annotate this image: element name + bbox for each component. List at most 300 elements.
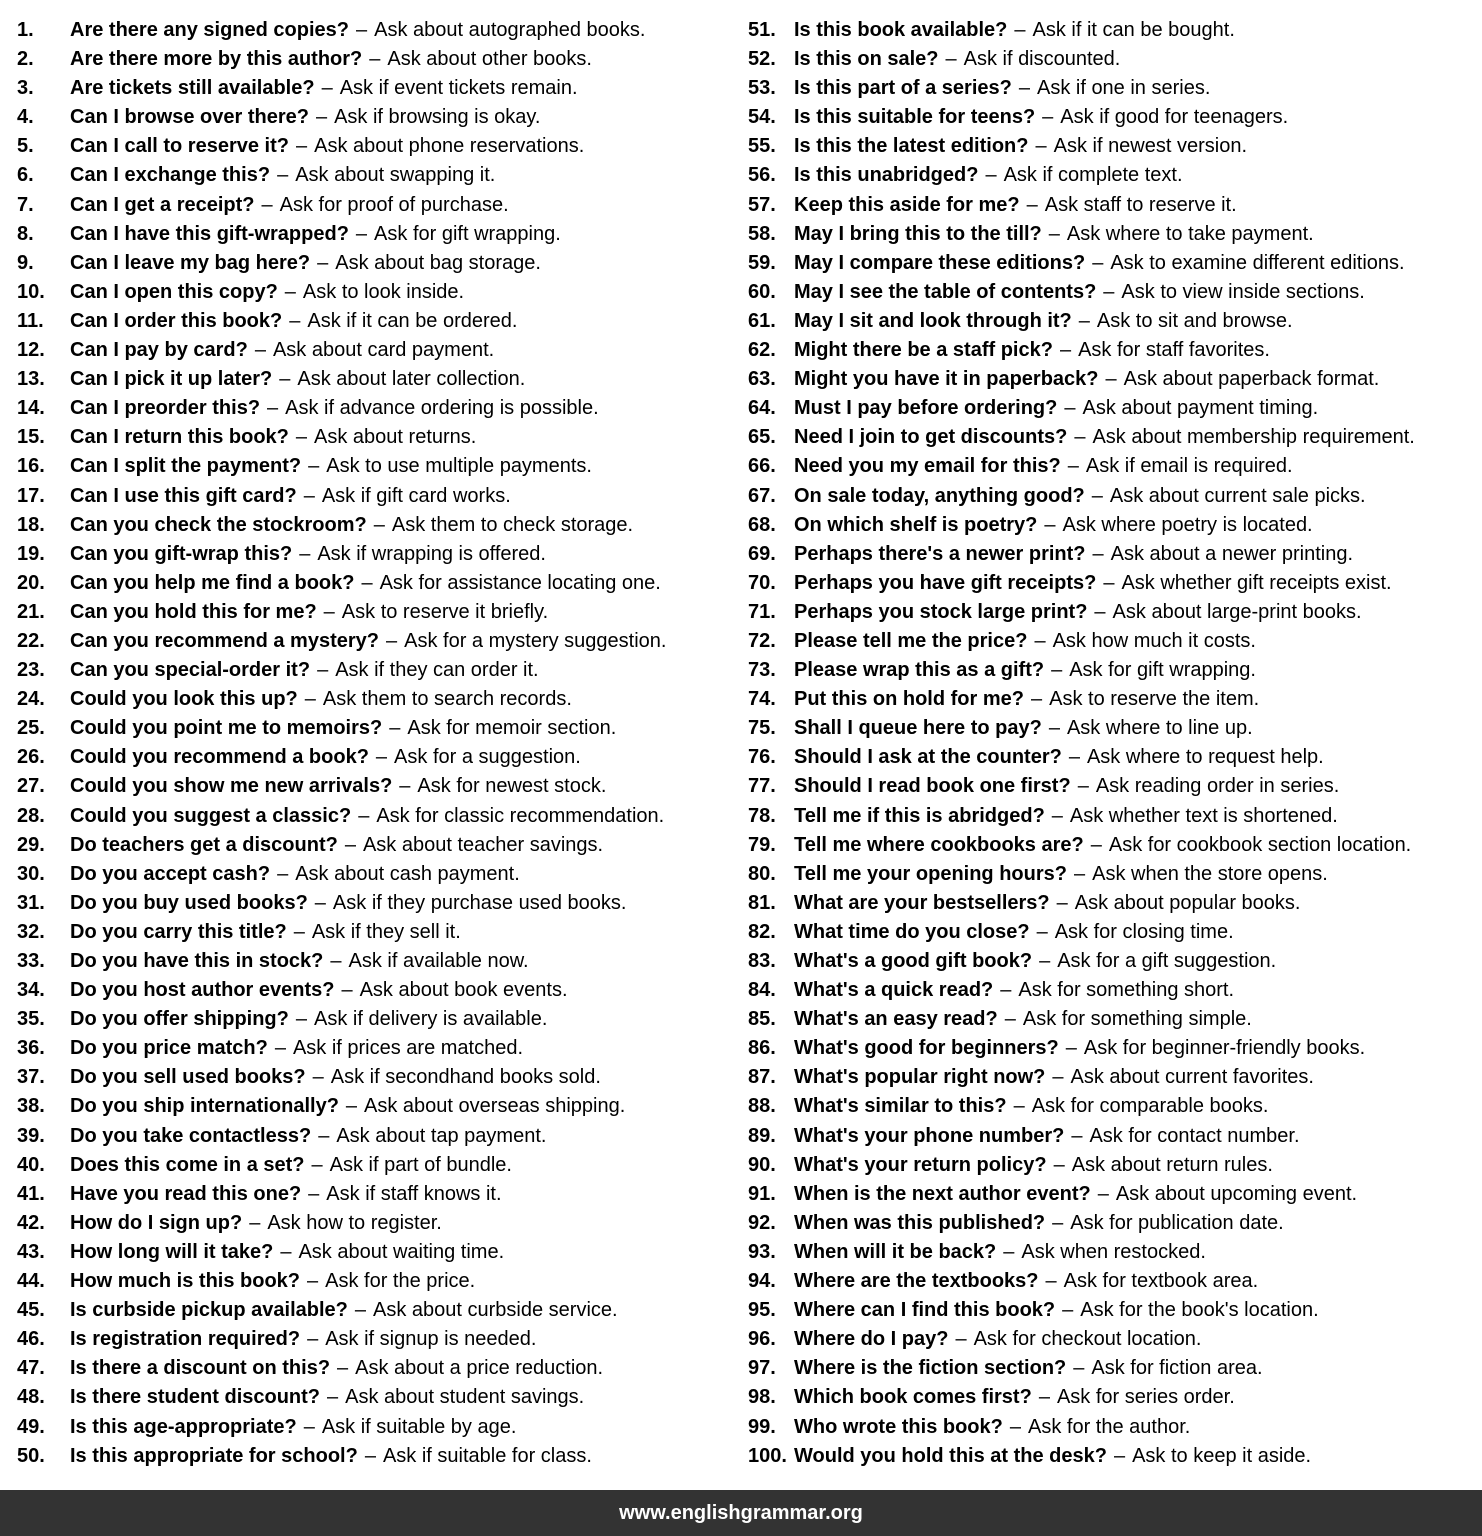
- item-number: 11.: [17, 309, 44, 332]
- dash-separator: –: [1042, 106, 1054, 129]
- question-text: Keep this aside for me?: [794, 193, 1020, 216]
- list-item: [17, 889, 745, 918]
- item-description: Ask about payment timing.: [1082, 397, 1319, 420]
- dash-separator: –: [1039, 950, 1051, 972]
- dash-separator: –: [1052, 1066, 1064, 1089]
- dash-separator: –: [1044, 513, 1056, 536]
- item-description: Ask for closing time.: [1054, 920, 1234, 943]
- question-text: Are there any signed copies?: [70, 19, 349, 41]
- dash-separator: –: [1048, 222, 1060, 245]
- question-text: Could you recommend a book?: [70, 746, 369, 769]
- question-text: Do you accept cash?: [70, 862, 271, 885]
- item-description: Ask for series order.: [1056, 1386, 1235, 1409]
- item-description: Ask them to check storage.: [391, 513, 634, 536]
- list-item: [748, 1267, 1482, 1296]
- dash-separator: –: [1078, 309, 1090, 332]
- list-item: [748, 1238, 1482, 1267]
- item-number: 81.: [748, 891, 776, 914]
- question-text: Does this come in a set?: [70, 1153, 305, 1176]
- question-text: Can you hold this for me?: [70, 600, 317, 623]
- dash-separator: –: [312, 1066, 324, 1089]
- dash-separator: –: [1036, 920, 1048, 943]
- list-item: [748, 1122, 1482, 1151]
- item-number: 94.: [748, 1270, 776, 1293]
- question-text: Need I join to get discounts?: [794, 426, 1068, 449]
- item-description: Ask for textbook area.: [1063, 1270, 1259, 1293]
- dash-separator: –: [1090, 833, 1102, 856]
- question-text: Tell me if this is abridged?: [794, 804, 1045, 827]
- dash-separator: –: [299, 542, 311, 565]
- item-number: 90.: [748, 1153, 776, 1176]
- item-number: 8.: [17, 222, 34, 245]
- dash-separator: –: [1105, 368, 1117, 391]
- question-text: Put this on hold for me?: [794, 688, 1024, 711]
- item-number: 19.: [17, 542, 45, 565]
- question-text: Is there a discount on this?: [70, 1357, 331, 1380]
- item-number: 50.: [17, 1444, 45, 1467]
- question-text: Can I call to reserve it?: [70, 135, 289, 158]
- list-item: [748, 103, 1482, 132]
- dash-separator: –: [386, 629, 398, 652]
- item-number: 54.: [748, 106, 776, 129]
- item-description: Ask to reserve it briefly.: [341, 600, 549, 623]
- item-number: 26.: [17, 746, 45, 769]
- dash-separator: –: [344, 833, 356, 856]
- question-text: What's similar to this?: [794, 1095, 1007, 1118]
- item-number: 45.: [17, 1299, 45, 1322]
- list-item: [17, 598, 745, 627]
- question-text: Which book comes first?: [794, 1386, 1032, 1409]
- question-text: How do I sign up?: [70, 1211, 243, 1234]
- item-description: Ask for staff favorites.: [1078, 339, 1270, 362]
- item-number: 83.: [748, 950, 776, 972]
- question-text: What's an easy read?: [794, 1008, 998, 1031]
- dash-separator: –: [1097, 1182, 1109, 1205]
- list-item: [17, 394, 745, 423]
- item-number: 38.: [17, 1095, 45, 1118]
- dash-separator: –: [1056, 891, 1068, 914]
- item-number: 5.: [17, 135, 34, 158]
- item-description: Ask if newest version.: [1053, 135, 1248, 158]
- item-description: Ask for newest stock.: [417, 775, 607, 798]
- dash-separator: –: [1045, 1270, 1057, 1293]
- item-description: Ask about waiting time.: [298, 1240, 505, 1263]
- question-text: Can I get a receipt?: [70, 193, 255, 216]
- item-number: 7.: [17, 193, 34, 216]
- dash-separator: –: [1004, 1008, 1016, 1031]
- item-description: Ask if they purchase used books.: [332, 891, 627, 914]
- question-text: What's a good gift book?: [794, 950, 1033, 972]
- question-text: Can you special-order it?: [70, 659, 311, 682]
- dash-separator: –: [317, 659, 329, 682]
- dash-separator: –: [1051, 804, 1063, 827]
- item-number: 72.: [748, 629, 776, 652]
- dash-separator: –: [945, 48, 957, 71]
- dash-separator: –: [303, 484, 315, 507]
- question-text: Would you hold this at the desk?: [794, 1444, 1107, 1467]
- item-number: 34.: [17, 979, 45, 1002]
- list-item: [748, 191, 1482, 220]
- dash-separator: –: [1094, 600, 1106, 623]
- item-number: 92.: [748, 1211, 776, 1234]
- question-text: May I see the table of contents?: [794, 280, 1097, 303]
- item-description: Ask to examine different editions.: [1110, 251, 1405, 274]
- dash-separator: –: [1073, 862, 1086, 885]
- question-text: Can I have this gift-wrapped?: [70, 222, 349, 245]
- item-description: Ask for a mystery suggestion.: [404, 629, 667, 652]
- list-item: [17, 1267, 745, 1296]
- question-text: Where can I find this book?: [794, 1299, 1056, 1322]
- dash-separator: –: [303, 1415, 315, 1438]
- list-item: [17, 656, 745, 685]
- item-number: 67.: [748, 484, 776, 507]
- item-description: Ask if email is required.: [1085, 455, 1293, 478]
- item-description: Ask if staff knows it.: [326, 1182, 502, 1205]
- dash-separator: –: [373, 513, 385, 536]
- dash-separator: –: [1018, 77, 1030, 100]
- question-text: Is this appropriate for school?: [70, 1444, 358, 1467]
- item-description: Ask for gift wrapping.: [1069, 659, 1256, 682]
- item-description: Ask for comparable books.: [1031, 1095, 1269, 1118]
- question-text: Can I preorder this?: [70, 397, 261, 420]
- dash-separator: –: [1071, 1124, 1083, 1147]
- item-number: 42.: [17, 1211, 45, 1234]
- item-description: Ask about current favorites.: [1070, 1066, 1314, 1089]
- item-number: 87.: [748, 1066, 776, 1089]
- question-text: Are tickets still available?: [70, 77, 315, 100]
- list-item: [748, 627, 1482, 656]
- question-text: Do you take contactless?: [70, 1124, 312, 1147]
- list-item: [17, 423, 745, 452]
- question-text: Do teachers get a discount?: [70, 833, 338, 856]
- question-text: Have you read this one?: [70, 1182, 302, 1205]
- list-item: [17, 74, 745, 103]
- list-item: [748, 1442, 1482, 1471]
- dash-separator: –: [284, 280, 296, 303]
- item-description: Ask for memoir section.: [407, 717, 617, 740]
- item-number: 6.: [17, 164, 34, 187]
- dash-separator: –: [1113, 1444, 1126, 1467]
- question-text: Could you show me new arrivals?: [70, 775, 393, 798]
- question-text: Can I use this gift card?: [70, 484, 297, 507]
- item-description: Ask for the book's location.: [1080, 1299, 1319, 1322]
- list-item: [17, 802, 745, 831]
- list-item: [748, 452, 1482, 481]
- list-item: [17, 365, 745, 394]
- list-item: [17, 1092, 745, 1121]
- dash-separator: –: [1068, 746, 1080, 769]
- list-item: [748, 1383, 1482, 1412]
- item-number: 52.: [748, 48, 776, 71]
- list-item: [748, 511, 1482, 540]
- item-description: Ask about membership requirement.: [1092, 426, 1415, 449]
- question-text: Might you have it in paperback?: [794, 368, 1099, 391]
- item-description: Ask about tap payment.: [336, 1124, 547, 1147]
- item-number: 86.: [748, 1037, 776, 1060]
- dash-separator: –: [1052, 1211, 1064, 1234]
- dash-separator: –: [341, 979, 353, 1002]
- item-description: Ask about card payment.: [272, 339, 495, 362]
- item-number: 78.: [748, 804, 776, 827]
- item-description: Ask whether gift receipts exist.: [1121, 571, 1392, 594]
- question-text: Please tell me the price?: [794, 629, 1028, 652]
- item-description: Ask about later collection.: [297, 368, 526, 391]
- list-item: [748, 74, 1482, 103]
- dash-separator: –: [1065, 1037, 1077, 1060]
- list-item: [17, 1122, 745, 1151]
- question-text: Can I return this book?: [70, 426, 289, 449]
- list-item: [17, 45, 745, 74]
- item-number: 1.: [17, 19, 34, 41]
- question-text: Is registration required?: [70, 1328, 301, 1351]
- item-description: Ask for a suggestion.: [394, 746, 581, 769]
- footer-bar: [0, 1490, 1482, 1536]
- question-text: Perhaps you have gift receipts?: [794, 571, 1097, 594]
- question-text: Can I split the payment?: [70, 455, 302, 478]
- item-number: 76.: [748, 746, 776, 769]
- item-description: Ask if delivery is available.: [314, 1008, 548, 1031]
- dash-separator: –: [323, 600, 335, 623]
- item-description: Ask about teacher savings.: [362, 833, 604, 856]
- list-item: [17, 278, 745, 307]
- question-text: When is the next author event?: [794, 1182, 1091, 1205]
- dash-separator: –: [1059, 339, 1072, 362]
- item-number: 30.: [17, 862, 45, 885]
- item-description: Ask about return rules.: [1071, 1153, 1273, 1176]
- item-description: Ask if discounted.: [963, 48, 1121, 71]
- item-number: 18.: [17, 513, 45, 536]
- item-number: 16.: [17, 455, 45, 478]
- list-item: [748, 132, 1482, 161]
- item-description: Ask for the price.: [325, 1270, 476, 1293]
- questions-column-left: [0, 16, 745, 1471]
- item-number: 93.: [748, 1240, 776, 1263]
- dash-separator: –: [345, 1095, 358, 1118]
- item-description: Ask about autographed books.: [374, 19, 646, 41]
- dash-separator: –: [289, 309, 301, 332]
- item-description: Ask where poetry is located.: [1062, 513, 1313, 536]
- dash-separator: –: [355, 19, 368, 41]
- question-text: Could you point me to memoirs?: [70, 717, 383, 740]
- item-number: 79.: [748, 833, 776, 856]
- item-number: 74.: [748, 688, 776, 711]
- item-number: 62.: [748, 339, 776, 362]
- item-number: 33.: [17, 950, 45, 972]
- item-number: 31.: [17, 891, 45, 914]
- question-text: Is this suitable for teens?: [794, 106, 1036, 129]
- item-number: 75.: [748, 717, 776, 740]
- question-text: Might there be a staff pick?: [794, 339, 1053, 362]
- question-text: How long will it take?: [70, 1240, 274, 1263]
- item-description: Ask about a price reduction.: [355, 1357, 604, 1380]
- list-item: [17, 976, 745, 1005]
- question-text: Are there more by this author?: [70, 48, 363, 71]
- list-item: [748, 365, 1482, 394]
- dash-separator: –: [267, 397, 279, 420]
- item-number: 70.: [748, 571, 776, 594]
- item-number: 49.: [17, 1415, 45, 1438]
- question-text: Is this part of a series?: [794, 77, 1012, 100]
- item-number: 95.: [748, 1299, 776, 1322]
- item-description: Ask about student savings.: [345, 1386, 585, 1409]
- list-item: [17, 714, 745, 743]
- question-text: Can I open this copy?: [70, 280, 278, 303]
- list-item: [748, 249, 1482, 278]
- item-description: Ask about large-print books.: [1112, 600, 1362, 623]
- item-description: Ask reading order in series.: [1095, 775, 1340, 798]
- dash-separator: –: [293, 920, 305, 943]
- dash-separator: –: [315, 106, 328, 129]
- list-item: [748, 1151, 1482, 1180]
- list-item: [748, 685, 1482, 714]
- item-description: Ask for something short.: [1018, 979, 1235, 1002]
- dash-separator: –: [389, 717, 401, 740]
- item-description: Ask if good for teenagers.: [1060, 106, 1289, 129]
- item-number: 84.: [748, 979, 776, 1002]
- dash-separator: –: [277, 862, 289, 885]
- item-number: 2.: [17, 48, 34, 71]
- question-text: Must I pay before ordering?: [794, 397, 1058, 420]
- item-description: Ask for beginner-friendly books.: [1083, 1037, 1366, 1060]
- question-text: Do you buy used books?: [70, 891, 308, 914]
- dash-separator: –: [1073, 1357, 1085, 1380]
- dash-separator: –: [1103, 280, 1115, 303]
- question-text: What are your bestsellers?: [794, 891, 1050, 914]
- item-description: Ask for checkout location.: [973, 1328, 1202, 1351]
- list-item: [748, 1180, 1482, 1209]
- list-item: [17, 1005, 745, 1034]
- question-text: What's popular right now?: [794, 1066, 1046, 1089]
- dash-separator: –: [249, 1211, 261, 1234]
- question-text: Can you help me find a book?: [70, 571, 355, 594]
- item-description: Ask whether text is shortened.: [1069, 804, 1338, 827]
- dash-separator: –: [304, 688, 316, 711]
- item-description: Ask staff to reserve it.: [1044, 193, 1237, 216]
- dash-separator: –: [1035, 135, 1047, 158]
- dash-separator: –: [354, 1299, 367, 1322]
- item-number: 91.: [748, 1182, 776, 1205]
- question-text: Where do I pay?: [794, 1328, 949, 1351]
- item-number: 27.: [17, 775, 45, 798]
- question-text: What's good for beginners?: [794, 1037, 1059, 1060]
- question-text: Do you carry this title?: [70, 920, 287, 943]
- question-text: On which shelf is poetry?: [794, 513, 1038, 536]
- item-description: Ask where to request help.: [1086, 746, 1324, 769]
- list-item: [17, 336, 745, 365]
- list-item: [748, 1034, 1482, 1063]
- item-description: Ask for publication date.: [1070, 1211, 1284, 1234]
- list-item: [748, 656, 1482, 685]
- item-number: 40.: [17, 1153, 45, 1176]
- list-item: [748, 394, 1482, 423]
- item-number: 22.: [17, 629, 45, 652]
- list-item: [748, 802, 1482, 831]
- item-description: Ask to look inside.: [302, 280, 465, 303]
- item-number: 46.: [17, 1328, 45, 1351]
- dash-separator: –: [295, 426, 308, 449]
- item-description: Ask if wrapping is offered.: [317, 542, 546, 565]
- item-description: Ask if they sell it.: [311, 920, 461, 943]
- dash-separator: –: [1092, 542, 1104, 565]
- question-text: What's a quick read?: [794, 979, 994, 1002]
- dash-separator: –: [314, 891, 326, 914]
- dash-separator: –: [1003, 1240, 1015, 1263]
- dash-separator: –: [308, 1182, 320, 1205]
- item-number: 15.: [17, 426, 45, 449]
- item-description: Ask for proof of purchase.: [279, 193, 509, 216]
- item-number: 80.: [748, 862, 776, 885]
- list-item: [748, 161, 1482, 190]
- item-description: Ask about returns.: [314, 426, 477, 449]
- item-number: 82.: [748, 920, 776, 943]
- item-number: 99.: [748, 1415, 776, 1438]
- list-item: [748, 482, 1482, 511]
- item-description: Ask for gift wrapping.: [374, 222, 561, 245]
- item-number: 77.: [748, 775, 776, 798]
- list-item: [748, 1296, 1482, 1325]
- item-description: Ask about a newer printing.: [1110, 542, 1354, 565]
- dash-separator: –: [399, 775, 411, 798]
- item-description: Ask if they can order it.: [335, 659, 539, 682]
- question-text: Is this the latest edition?: [794, 135, 1029, 158]
- question-text: Perhaps you stock large print?: [794, 600, 1088, 623]
- item-description: Ask them to search records.: [322, 688, 572, 711]
- item-number: 88.: [748, 1095, 776, 1118]
- question-text: Could you look this up?: [70, 688, 298, 711]
- list-item: [17, 1209, 745, 1238]
- item-number: 57.: [748, 193, 776, 216]
- item-number: 100.: [748, 1444, 787, 1467]
- item-number: 64.: [748, 397, 776, 420]
- list-item: [748, 16, 1482, 45]
- question-text: How much is this book?: [70, 1270, 301, 1293]
- item-description: Ask if available now.: [348, 950, 529, 972]
- list-item: [748, 1005, 1482, 1034]
- question-text: When was this published?: [794, 1211, 1046, 1234]
- dash-separator: –: [1053, 1153, 1065, 1176]
- dash-separator: –: [1048, 717, 1060, 740]
- item-number: 43.: [17, 1240, 45, 1263]
- dash-separator: –: [1077, 775, 1089, 798]
- question-text: Is this age-appropriate?: [70, 1415, 297, 1438]
- list-item: [17, 1063, 745, 1092]
- dash-separator: –: [318, 1124, 330, 1147]
- dash-separator: –: [1091, 484, 1103, 507]
- list-item: [17, 1151, 745, 1180]
- list-item: [17, 249, 745, 278]
- list-item: [17, 1180, 745, 1209]
- list-item: [17, 1354, 745, 1383]
- item-description: Ask to sit and browse.: [1096, 309, 1293, 332]
- dash-separator: –: [1064, 397, 1076, 420]
- dash-separator: –: [307, 1270, 319, 1293]
- list-item: [748, 1092, 1482, 1121]
- list-item: [17, 947, 745, 976]
- question-text: Could you suggest a classic?: [70, 804, 352, 827]
- item-description: Ask about upcoming event.: [1115, 1182, 1358, 1205]
- dash-separator: –: [308, 455, 320, 478]
- item-number: 44.: [17, 1270, 45, 1293]
- item-number: 17.: [17, 484, 45, 507]
- item-description: Ask when restocked.: [1021, 1240, 1206, 1263]
- dash-separator: –: [1009, 1415, 1021, 1438]
- item-description: Ask about bag storage.: [335, 251, 541, 274]
- list-item: [17, 482, 745, 511]
- dash-separator: –: [295, 135, 308, 158]
- list-item: [748, 1354, 1482, 1383]
- list-item: [748, 947, 1482, 976]
- dash-separator: –: [277, 164, 289, 187]
